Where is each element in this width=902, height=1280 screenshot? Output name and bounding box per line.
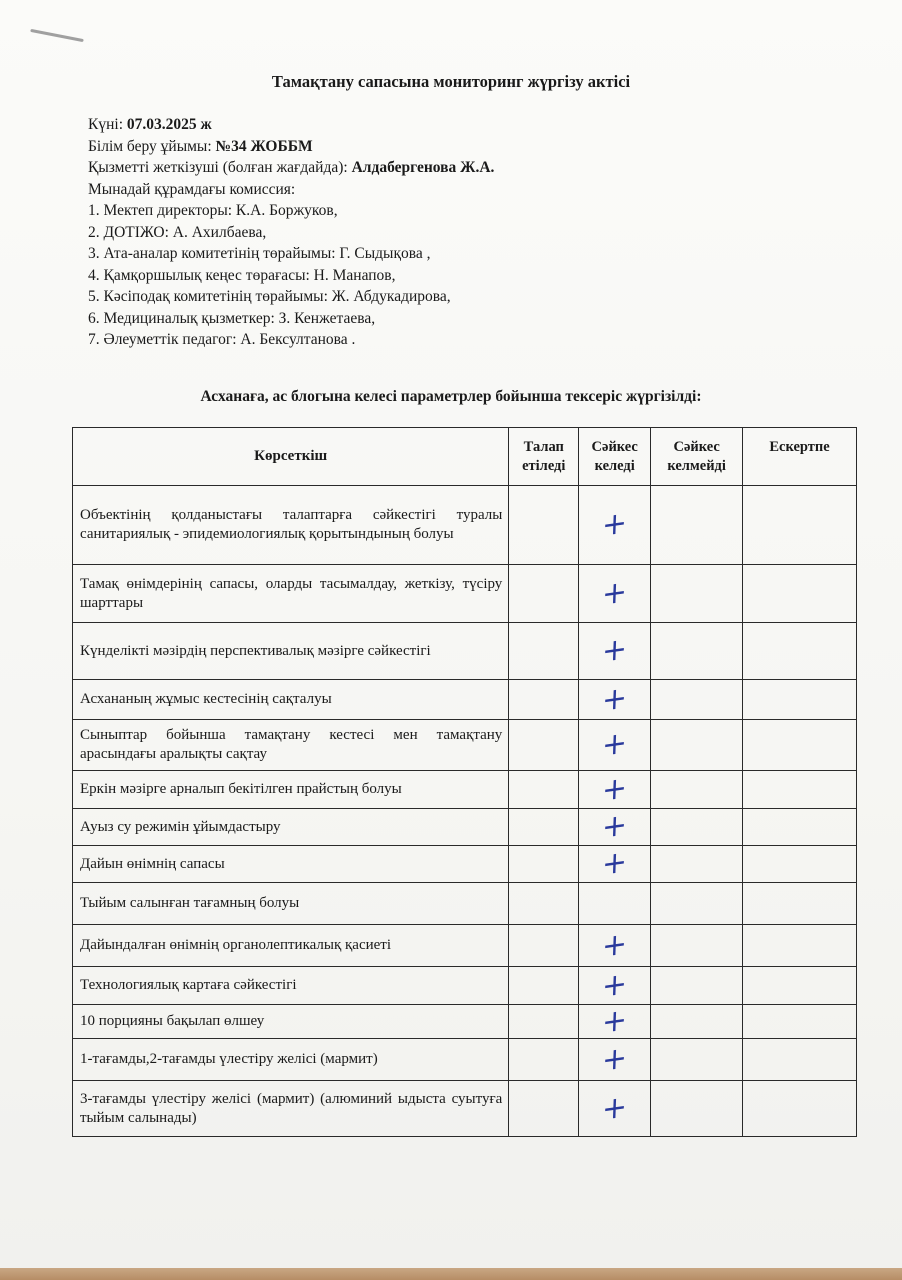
indicator-cell: [73, 771, 509, 809]
header-noncompliant: Сәйкес келмейді: [651, 428, 743, 486]
commission-member: 7. Әлеуметтік педагог: А. Бексултанова .: [88, 331, 356, 348]
required-cell: [509, 1081, 579, 1137]
indicator-text: Асхананың жұмыс кестесінің сақталуы: [80, 691, 332, 707]
noncompliant-cell: [651, 1005, 743, 1039]
noncompliant-cell: [651, 720, 743, 771]
note-cell: [743, 720, 857, 771]
indicator-cell: [73, 846, 509, 883]
note-cell: [743, 680, 857, 720]
handwritten-plus-mark: +: [601, 724, 628, 765]
handwritten-plus-mark: +: [601, 1001, 628, 1041]
indicator-cell: [73, 809, 509, 846]
indicator-cell: [73, 623, 509, 680]
handwritten-plus-mark: +: [601, 806, 628, 847]
indicator-text: 10 порцияны бақылап өлшеу: [80, 1013, 265, 1029]
required-cell: [509, 623, 579, 680]
indicator-cell: [73, 680, 509, 720]
indicator-cell: [73, 1081, 509, 1137]
compliant-cell: [579, 771, 651, 809]
handwritten-plus-mark: +: [601, 965, 628, 1005]
note-cell: [743, 486, 857, 565]
note-cell: [743, 771, 857, 809]
indicator-cell: [73, 565, 509, 623]
table-row: [73, 1005, 857, 1039]
compliant-cell: [579, 883, 651, 925]
table-row: [73, 680, 857, 720]
provider-line: [88, 157, 494, 179]
inspection-table: [72, 427, 857, 1137]
table-row: [73, 565, 857, 623]
date-label: Күні:: [88, 116, 123, 133]
indicator-text: Ауыз су режимін ұйымдастыру: [80, 818, 281, 835]
required-cell: [509, 925, 579, 967]
indicator-cell: [73, 925, 509, 967]
indicator-text: Дайын өнімнің сапасы: [80, 855, 225, 872]
handwritten-plus-mark: +: [601, 1088, 628, 1128]
header-indicator: Көрсеткіш: [73, 428, 509, 486]
indicator-cell: [73, 1039, 509, 1081]
commission-member: 1. Мектеп директоры: К.А. Боржуков,: [88, 202, 338, 219]
note-cell: [743, 1081, 857, 1137]
handwritten-plus-mark: +: [601, 504, 628, 545]
commission-member: 5. Кәсіподақ комитетінің төрайымы: Ж. Абдукадирова,: [88, 288, 451, 305]
table-row: [73, 486, 857, 565]
required-cell: [509, 1039, 579, 1081]
compliant-cell: [579, 623, 651, 680]
commission-member: 2. ДОТІЖО: А. Ахилбаева,: [88, 223, 267, 241]
required-cell: [509, 486, 579, 565]
table-row: [73, 846, 857, 883]
table-row: [73, 967, 857, 1005]
header-note: Ескертпе: [743, 428, 857, 486]
table-row: [73, 1081, 857, 1137]
required-cell: [509, 1005, 579, 1039]
indicator-text: 3-тағамды үлестіру желісі (мармит) (алюминий ыдыста суытуға тыйым салынады): [80, 1090, 503, 1126]
table-row: [73, 623, 857, 680]
required-cell: [509, 720, 579, 771]
required-cell: [509, 565, 579, 623]
table-row: [73, 883, 857, 925]
noncompliant-cell: [651, 1081, 743, 1137]
table-row: [73, 1039, 857, 1081]
compliant-cell: [579, 843, 651, 884]
compliant-cell: [579, 486, 651, 565]
compliant-cell: [579, 925, 651, 967]
noncompliant-cell: [651, 967, 743, 1005]
date-value: 07.03.2025 ж: [126, 116, 212, 133]
organization-value: №34 ЖОББМ: [215, 137, 313, 155]
handwritten-plus-mark: +: [601, 1039, 628, 1079]
header-required: Талап етіледі: [509, 428, 579, 486]
indicator-text: Еркін мәзірге арналып бекітілген прайстың болуы: [80, 781, 402, 797]
table-body: [73, 486, 857, 1137]
compliant-cell: [579, 967, 651, 1005]
noncompliant-cell: [651, 1039, 743, 1081]
indicator-text: Сыныптар бойынша тамақтану кестесі мен тамақтану арасындағы аралықты сақтау: [80, 727, 503, 762]
commission-label: Мынадай құрамдағы комиссия:: [88, 180, 296, 198]
note-cell: [743, 967, 857, 1005]
note-cell: [743, 846, 857, 883]
provider-value: Алдабергенова Ж.А.: [351, 159, 495, 176]
noncompliant-cell: [651, 809, 743, 846]
required-cell: [509, 883, 579, 925]
compliant-cell: [579, 1001, 651, 1041]
noncompliant-cell: [651, 846, 743, 883]
noncompliant-cell: [651, 486, 743, 565]
table-row: [73, 809, 857, 846]
table-row: [73, 720, 857, 771]
provider-label: Қызметті жеткізуші (болған жағдайда):: [88, 159, 348, 176]
note-cell: [743, 883, 857, 925]
header-compliant: Сәйкес келеді: [579, 428, 651, 486]
indicator-cell: [73, 967, 509, 1005]
organization-label: Білім беру ұйымы:: [88, 137, 212, 155]
indicator-cell: [73, 720, 509, 771]
noncompliant-cell: [651, 680, 743, 720]
compliant-cell: [579, 806, 651, 847]
commission-member: 4. Қамқоршылық кеңес төрағасы: Н. Манапов,: [88, 266, 396, 284]
required-cell: [509, 846, 579, 883]
indicator-text: Технологиялық картаға сәйкестігі: [80, 977, 297, 993]
document-title: Тамақтану сапасына мониторинг жүргізу актісі: [271, 72, 631, 91]
pen-mark: [30, 29, 84, 42]
note-cell: [743, 809, 857, 846]
note-cell: [743, 1005, 857, 1039]
required-cell: [509, 967, 579, 1005]
noncompliant-cell: [651, 925, 743, 967]
handwritten-plus-mark: +: [601, 630, 628, 671]
commission-member: 6. Медициналық қызметкер: З. Кенжетаева,: [88, 309, 376, 327]
indicator-text: 1-тағамды,2-тағамды үлестіру желісі (мармит): [80, 1051, 378, 1067]
handwritten-plus-mark: +: [601, 679, 628, 719]
table-row: [73, 771, 857, 809]
required-cell: [509, 680, 579, 720]
handwritten-plus-mark: +: [601, 769, 628, 809]
handwritten-plus-mark: +: [601, 573, 628, 613]
noncompliant-cell: [651, 883, 743, 925]
note-cell: [743, 1039, 857, 1081]
compliant-cell: [579, 720, 651, 771]
note-cell: [743, 925, 857, 967]
handwritten-plus-mark: +: [601, 925, 628, 965]
indicator-cell: [73, 486, 509, 565]
compliant-cell: [579, 1081, 651, 1137]
table-row: [73, 925, 857, 967]
indicator-text: Дайындалған өнімнің органолептикалық қасиеті: [80, 937, 392, 953]
compliant-cell: [579, 1039, 651, 1081]
handwritten-plus-mark: +: [601, 843, 628, 884]
noncompliant-cell: [651, 565, 743, 623]
date-line: [88, 114, 494, 136]
indicator-cell: [73, 883, 509, 925]
required-cell: [509, 771, 579, 809]
commission-member: 3. Ата-аналар комитетінің төрайымы: Г. Сыдықова ,: [88, 245, 431, 262]
background-surface: [0, 1268, 902, 1280]
noncompliant-cell: [651, 623, 743, 680]
organization-line: [88, 136, 494, 158]
indicator-text: Тыйым салынған тағамның болуы: [80, 895, 300, 911]
noncompliant-cell: [651, 771, 743, 809]
compliant-cell: [579, 565, 651, 623]
note-cell: [743, 565, 857, 623]
indicator-text: Күнделікті мәзірдің перспективалық мәзірге сәйкестігі: [80, 642, 431, 659]
indicator-cell: [73, 1005, 509, 1039]
indicator-text: Тамақ өнімдерінің сапасы, оларды тасымалдау, жеткізу, түсіру шарттары: [80, 575, 503, 611]
table-header-row: [73, 428, 857, 486]
note-cell: [743, 623, 857, 680]
inspection-subtitle: Асханаға, ас блогына келесі параметрлер бойынша тексеріс жүргізілді:: [200, 388, 702, 405]
required-cell: [509, 809, 579, 846]
act-info: [88, 114, 494, 351]
indicator-text: Объектінің қолданыстағы талаптарға сәйкестігі туралы санитариялық - эпидемиологиялық қорытындының болуы: [80, 507, 503, 542]
compliant-cell: [579, 680, 651, 720]
